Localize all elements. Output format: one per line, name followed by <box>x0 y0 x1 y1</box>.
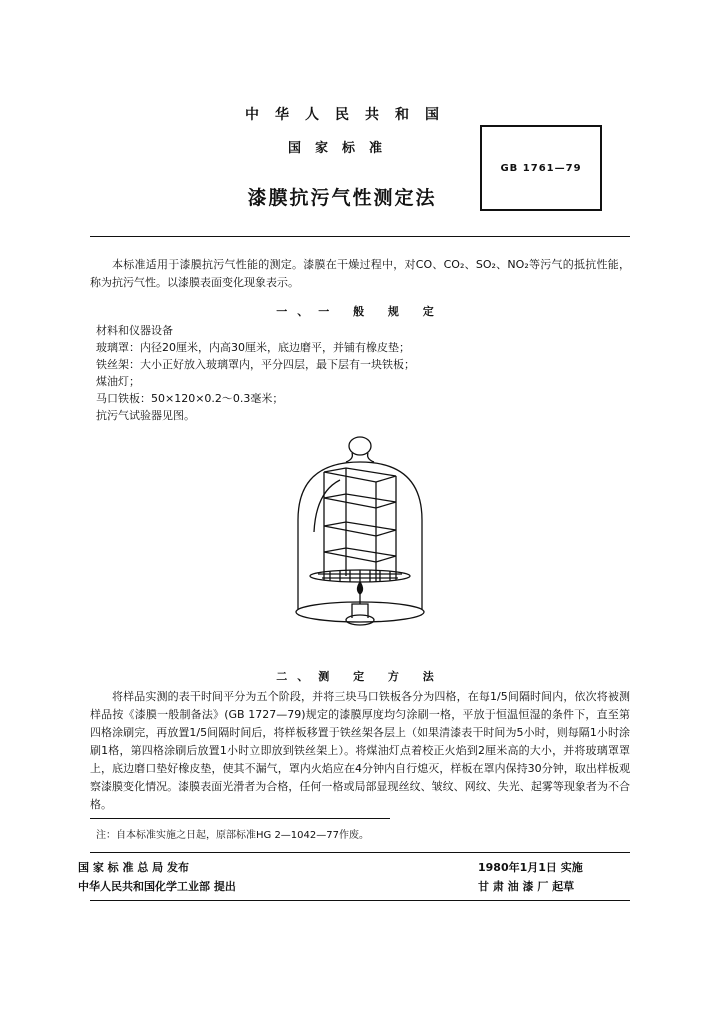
effective-date: 1980年1月1日 实施 <box>478 861 583 874</box>
section2-heading: 二、测 定 方 法 <box>276 670 444 683</box>
intro-paragraph: 本标准适用于漆膜抗污气性能的测定。漆膜在干燥过程中，对CO、CO₂、SO₂、NO₂等污气的抵抗性能，称为抗污气性。以漆膜表面变化现象表示。 <box>90 258 630 289</box>
list-item: 材料和仪器设备 <box>96 324 173 337</box>
section1-heading: 一、一 般 规 定 <box>276 305 444 318</box>
list-item: 煤油灯； <box>96 375 140 388</box>
proposer: 中华人民共和国化学工业部 提出 <box>78 880 236 893</box>
standard-code: GB 1761—79 <box>500 163 582 174</box>
drafter: 甘 肃 油 漆 厂 起草 <box>478 880 575 893</box>
footnote: 注：自本标准实施之日起，原部标准HG 2—1042—77作废。 <box>96 830 369 841</box>
issuer: 国 家 标 准 总 局 发布 <box>78 861 189 874</box>
footer-right <box>478 858 583 896</box>
list-item: 马口铁板：50×120×0.2～0.3毫米； <box>96 392 284 405</box>
standard-code-box <box>480 125 602 211</box>
list-item: 玻璃罩：内径20厘米，内高30厘米，底边磨平，并铺有橡皮垫； <box>96 341 410 354</box>
footer-bottom-divider <box>90 900 630 901</box>
note-divider <box>90 818 390 819</box>
method-paragraph: 将样品实测的表干时间平分为五个阶段，并将三块马口铁板各分为四格，在每1/5间隔时间内，依次将被测样品按《漆膜一般制备法》(GB 1727—79)规定的漆膜厚度均匀涂刷一格，平放于恒温恒湿的条件下，直至第四格涂刷完，再放置1/5间隔时间后，将样板移置于铁丝架各层上（如果清漆表干时间为5小时，则每隔1小时涂刷1格，第四格涂刷后放置1小时立即放到铁丝架上）。将煤油灯点着校正火焰到2厘米高的大小，并将玻璃罩罩上，底边磨口垫好橡皮垫，使其不漏气，罩内火焰应在4分钟内自行熄灭，样板在罩内保持30分钟，取出样板观察漆膜变化情况。漆膜表面光滑者为合格，任何一格或局部显现丝纹、皱纹、网纹、失光、起雾等现象者为不合格。 <box>90 690 630 811</box>
list-item: 抗污气试验器见图。 <box>96 409 195 422</box>
list-item: 铁丝架：大小正好放入玻璃罩内，平分四层，最下层有一块铁板； <box>96 358 415 371</box>
header-divider <box>90 236 630 237</box>
section1-list <box>96 322 415 424</box>
footer-left <box>78 858 236 896</box>
standard-category: 国家标准 <box>287 141 396 156</box>
document-title: 漆膜抗污气性测定法 <box>247 187 437 209</box>
apparatus-figure <box>280 432 440 647</box>
country-title: 中华人民共和国 <box>245 107 455 123</box>
footer-divider <box>90 852 630 853</box>
